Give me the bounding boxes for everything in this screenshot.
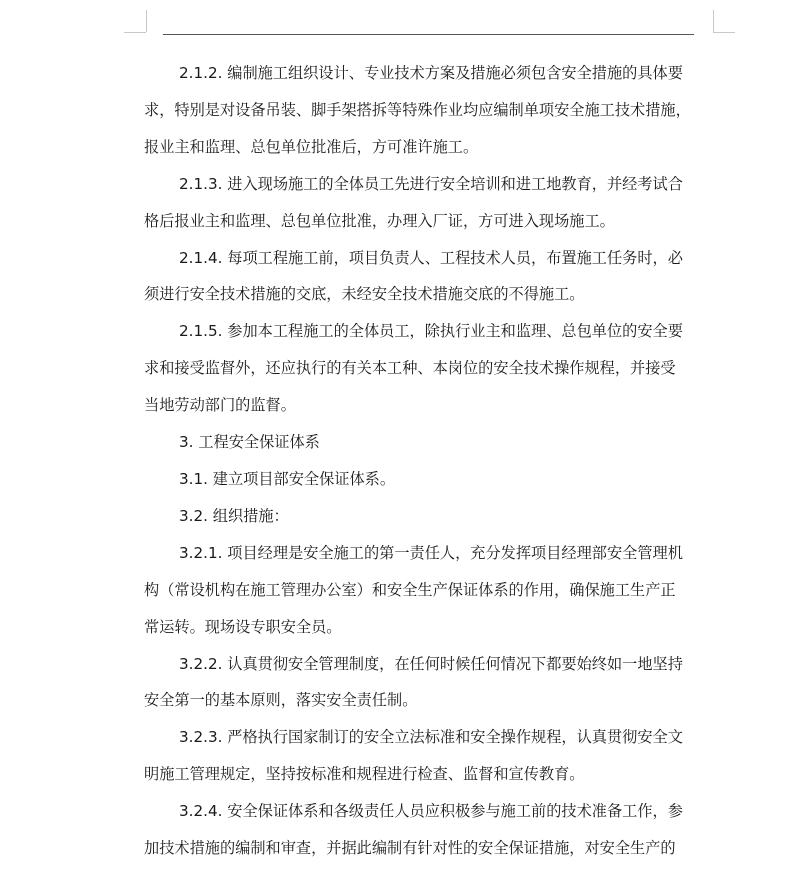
paragraph-line: 当地劳动部门的监督。 xyxy=(144,396,296,415)
paragraph-p-3-2-4 xyxy=(144,793,716,867)
paragraph-line: 2.1.2. 编制施工组织设计、专业技术方案及措施必须包含安全措施的具体要 xyxy=(179,64,683,82)
paragraph-line: 求和接受监督外，还应执行的有关本工种、本岗位的安全技术操作规程，并接受 xyxy=(144,359,676,378)
paragraph-line: 3.2.2. 认真贯彻安全管理制度，在任何时候任何情况下都要始终如一地坚持 xyxy=(179,654,683,673)
corner-mark-top-right-horizontal xyxy=(713,32,735,33)
paragraph-p-2-1-4 xyxy=(144,240,716,314)
paragraph-p-2-1-2 xyxy=(144,55,716,166)
paragraph-line: 3.1. 建立项目部安全保证体系。 xyxy=(179,469,396,488)
corner-mark-top-left-horizontal xyxy=(124,32,146,33)
paragraph-line: 2.1.3. 进入现场施工的全体员工先进行安全培训和进工地教育，并经考试合 xyxy=(179,174,683,193)
paragraph-p-3 xyxy=(144,424,716,461)
paragraph-line: 常运转。现场设专职安全员。 xyxy=(144,617,342,636)
paragraph-line: 加技术措施的编制和审查，并据此编制有针对性的安全保证措施，对安全生产的 xyxy=(144,839,676,858)
paragraph-line: 2.1.5. 参加本工程施工的全体员工，除执行业主和监理、总包单位的安全要 xyxy=(179,322,683,341)
paragraph-p-3-2 xyxy=(144,498,716,535)
paragraph-p-3-2-2 xyxy=(144,646,716,720)
paragraph-line: 求，特别是对设备吊装、脚手架搭拆等特殊作业均应编制单项安全施工技术措施， xyxy=(144,100,691,119)
paragraph-p-3-1 xyxy=(144,461,716,498)
paragraph-line: 3.2. 组织措施： xyxy=(179,506,289,525)
paragraph-p-3-2-1 xyxy=(144,535,716,646)
paragraph-line: 3. 工程安全保证体系 xyxy=(179,433,320,452)
paragraph-line: 3.2.3. 严格执行国家制订的安全立法标准和安全操作规程，认真贯彻安全文 xyxy=(179,728,683,747)
paragraph-line: 安全第一的基本原则，落实安全责任制。 xyxy=(144,691,418,710)
paragraph-p-2-1-5 xyxy=(144,313,716,424)
paragraph-line: 须进行安全技术措施的交底，未经安全技术措施交底的不得施工。 xyxy=(144,285,585,304)
paragraph-line: 3.2.4. 安全保证体系和各级责任人员应积极参与施工前的技术准备工作，参 xyxy=(179,802,683,821)
paragraph-p-2-1-3 xyxy=(144,166,716,240)
paragraph-line: 报业主和监理、总包单位批准后，方可准许施工。 xyxy=(144,137,479,156)
corner-mark-top-left-vertical xyxy=(146,10,147,32)
document-body xyxy=(144,55,716,867)
paragraph-line: 明施工管理规定，坚持按标准和规程进行检查、监督和宣传教育。 xyxy=(144,765,585,784)
paragraph-line: 构（常设机构在施工管理办公室）和安全生产保证体系的作用，确保施工生产正 xyxy=(144,580,676,599)
paragraph-line: 2.1.4. 每项工程施工前，项目负责人、工程技术人员，布置施工任务时，必 xyxy=(179,248,683,267)
paragraph-line: 格后报业主和监理、总包单位批准，办理入厂证，方可进入现场施工。 xyxy=(144,211,615,230)
paragraph-line: 3.2.1. 项目经理是安全施工的第一责任人，充分发挥项目经理部安全管理机 xyxy=(179,543,683,562)
header-rule xyxy=(163,34,694,35)
paragraph-p-3-2-3 xyxy=(144,719,716,793)
corner-mark-top-right-vertical xyxy=(713,10,714,32)
